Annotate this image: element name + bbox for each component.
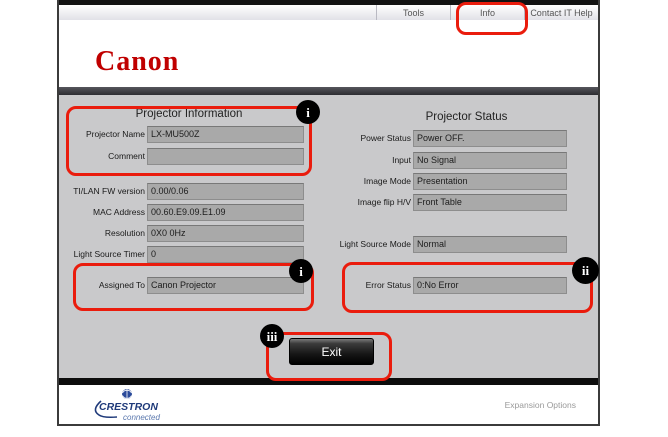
app-window bbox=[57, 0, 600, 426]
label-mac-address: MAC Address bbox=[93, 207, 145, 217]
projector-status-title: Projector Status bbox=[425, 111, 508, 123]
label-assigned-to: Assigned To bbox=[98, 280, 145, 290]
field-projector-name: LX-MU500Z bbox=[147, 126, 304, 143]
field-power-status: Power OFF. bbox=[413, 130, 567, 147]
bottom-black-bar bbox=[59, 378, 598, 385]
header-divider bbox=[59, 87, 598, 95]
canon-logo: Canon bbox=[95, 46, 180, 77]
label-resolution: Resolution bbox=[104, 228, 145, 238]
exit-button[interactable]: Exit bbox=[289, 338, 374, 365]
callout-i-assigned-to: i bbox=[289, 259, 313, 283]
field-light-source-mode: Normal bbox=[413, 236, 567, 253]
header bbox=[59, 20, 598, 87]
label-comment: Comment bbox=[108, 151, 145, 161]
tab-info[interactable]: Info bbox=[450, 5, 524, 20]
label-image-mode: Image Mode bbox=[363, 176, 411, 186]
callout-iii-exit: iii bbox=[260, 324, 284, 348]
field-fw-version: 0.00/0.06 bbox=[147, 183, 304, 200]
field-resolution: 0X0 0Hz bbox=[147, 225, 304, 242]
field-mac-address: 00.60.E9.09.E1.09 bbox=[147, 204, 304, 221]
connected-text: connected bbox=[123, 413, 160, 422]
label-fw-version: TI/LAN FW version bbox=[73, 186, 145, 196]
field-error-status: 0:No Error bbox=[413, 277, 567, 294]
expansion-options-link[interactable]: Expansion Options bbox=[504, 400, 576, 410]
crestron-logo-graphic bbox=[87, 388, 187, 422]
field-image-flip: Front Table bbox=[413, 194, 567, 211]
field-input: No Signal bbox=[413, 152, 567, 169]
field-image-mode: Presentation bbox=[413, 173, 567, 190]
crestron-connected-logo bbox=[87, 388, 187, 427]
label-image-flip: Image flip H/V bbox=[357, 197, 411, 207]
label-input: Input bbox=[392, 155, 411, 165]
callout-i-projector-information: i bbox=[296, 100, 320, 124]
tab-bar bbox=[59, 5, 598, 21]
label-light-source-mode: Light Source Mode bbox=[339, 239, 411, 249]
field-assigned-to: Canon Projector bbox=[147, 277, 304, 294]
tab-tools[interactable]: Tools bbox=[376, 5, 450, 20]
crestron-text: CRESTRON bbox=[99, 401, 158, 413]
label-projector-name: Projector Name bbox=[85, 129, 145, 139]
tab-contact-it-help[interactable]: Contact IT Help bbox=[524, 5, 598, 20]
field-comment bbox=[147, 148, 304, 165]
label-light-source-timer: Light Source Timer bbox=[73, 249, 145, 259]
callout-ii-error-status: ii bbox=[572, 257, 599, 284]
content-area bbox=[59, 95, 598, 378]
label-error-status: Error Status bbox=[365, 280, 411, 290]
projector-information-title: Projector Information bbox=[135, 108, 243, 120]
footer bbox=[59, 385, 598, 424]
field-light-source-timer: 0 bbox=[147, 246, 304, 263]
label-power-status: Power Status bbox=[360, 133, 411, 143]
